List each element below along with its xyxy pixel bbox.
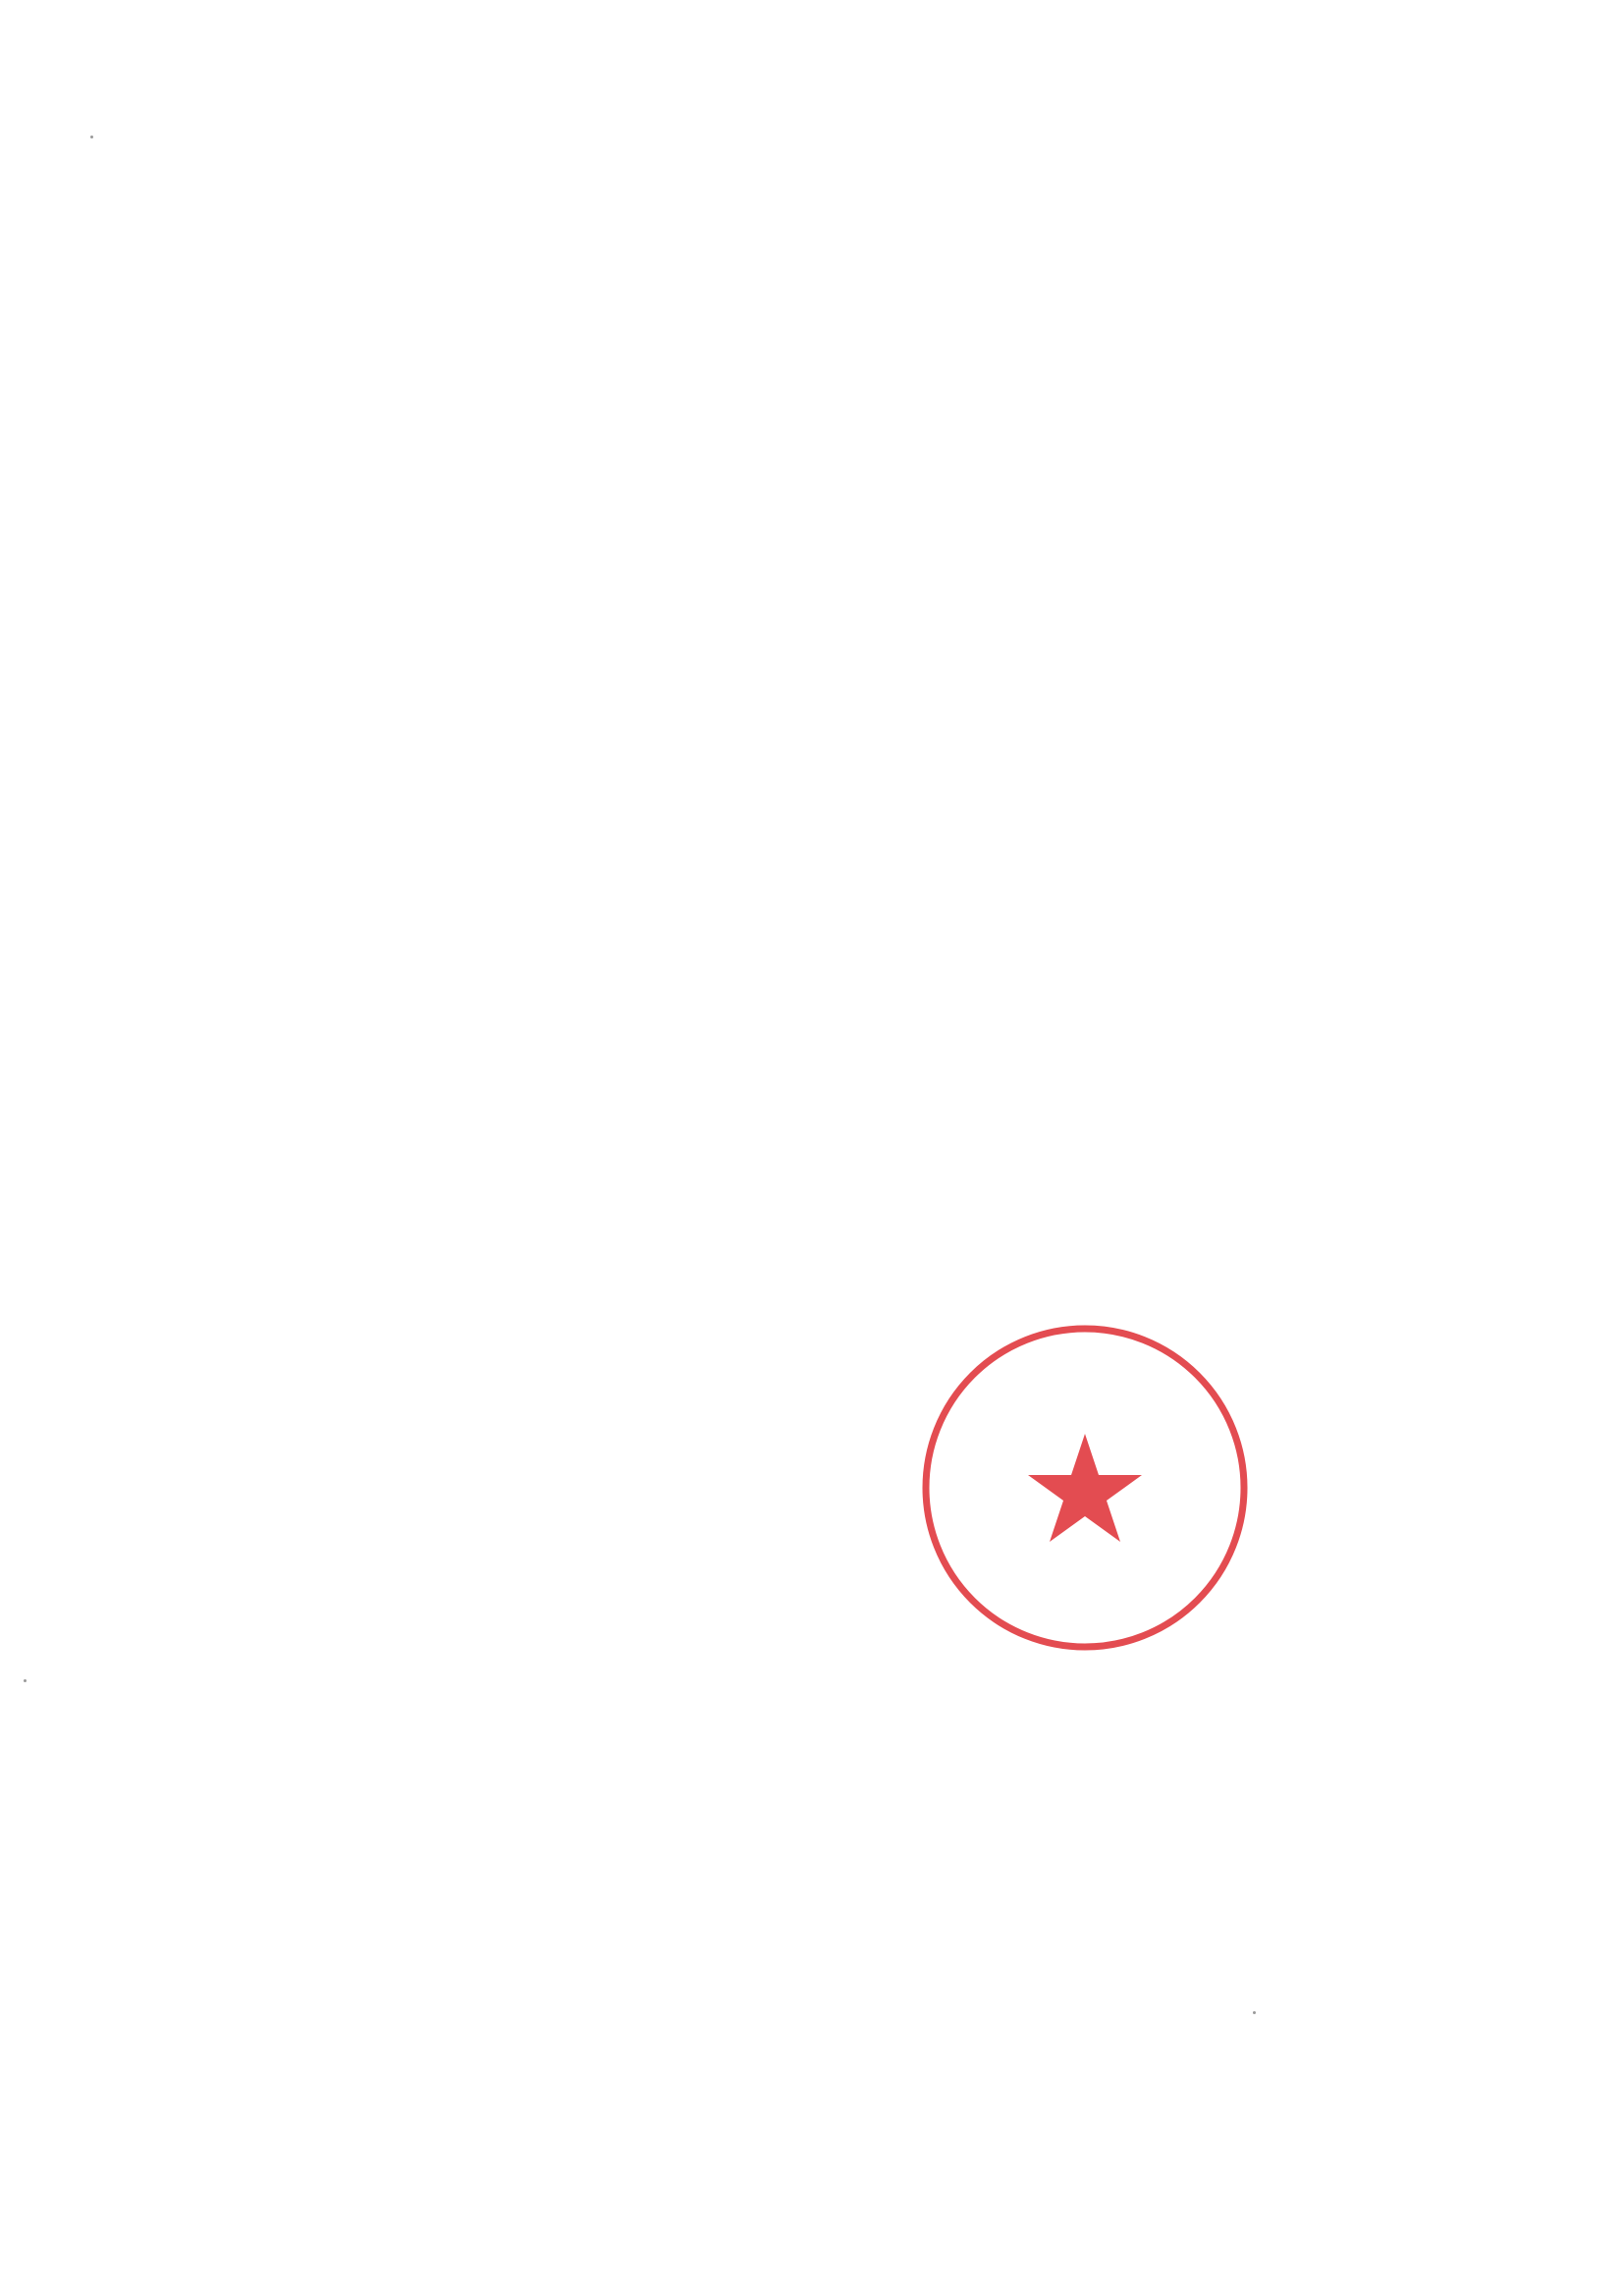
contact-phone-row bbox=[330, 1112, 385, 1159]
seal-star-icon bbox=[1028, 1434, 1142, 1542]
official-seal-icon bbox=[913, 1316, 1257, 1660]
scan-speck bbox=[1253, 2011, 1256, 2014]
scan-speck bbox=[24, 1679, 27, 1682]
contact-person-row bbox=[330, 1006, 369, 1053]
scan-speck bbox=[90, 136, 93, 138]
